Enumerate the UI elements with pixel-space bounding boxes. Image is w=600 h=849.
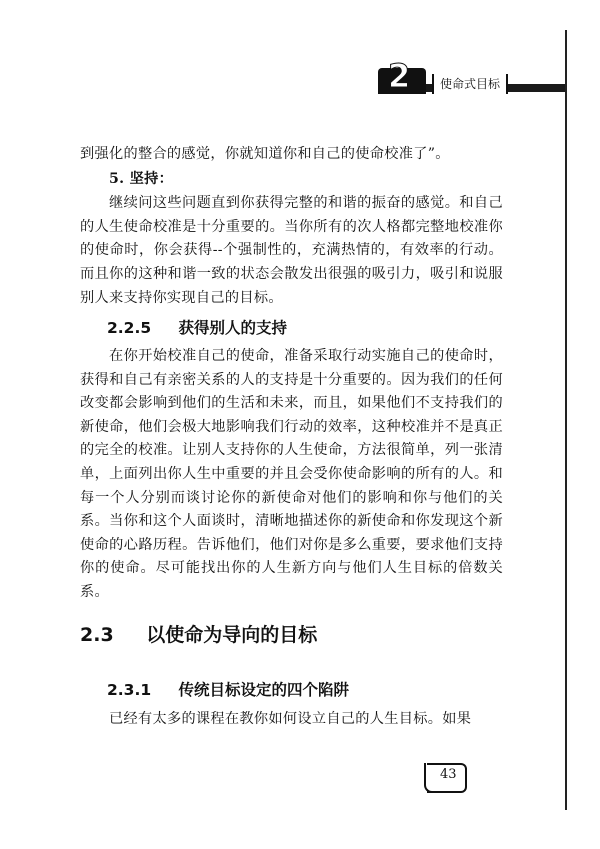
paragraph-persist: 继续问这些问题直到你获得完整的和谐的振奋的感觉。和自己的人生使命校准是十分重要的。当你所有的次人格都完整地校准你的使命时，你会获得--个强制性的，充满热情的，有效率的行动。而且你的这种和谐一致的状态会散发出很强的吸引力，吸引和说服别人来支持你实现自己的目标。 [80,195,503,306]
section-title: 获得别人的支持 [178,319,288,337]
section-heading-2-3 [80,620,317,647]
section-heading-2-2-5 [107,316,287,338]
paragraph-support: 在你开始校准自己的使命，准备采取行动实施自己的使命时，获得和自己有亲密关系的人的支持是十分重要的。因为我们的任何改变都会影响到他们的生活和未来，而且，如果他们不支持我们的新使命，他们会极大地影响我们行动的效率，这种校准并不是真正的完全的校准。让别人支持你的人生使命，方法很简单，列一张清单，上面列出你人生中重要的并且会受你使命影响的所有的人。和每一个人分别而谈讨论你的新使命对他们的影响和你与他们的关系。当你和这个人面谈时，清晰地描述你的新使命和你发现这个新使命的心路历程。告诉他们，他们对你是多么重要，要求他们支持你的使命。尽可能找出你的人生新方向与他们人生目标的倍数关系。 [80,348,503,600]
step-5-label: 5. 坚持： [109,170,174,187]
chapter-number: 2 [388,57,411,95]
section-title: 以使命为导向的目标 [146,624,318,646]
text-block-bottom [80,708,503,732]
section-number: 2.2.5 [107,319,152,337]
section-title: 传统目标设定的四个陷阱 [178,681,350,699]
paragraph-traps: 已经有太多的课程在教你如何设立自己的人生目标。如果 [109,711,472,727]
chapter-title: 使命式目标 [432,74,508,94]
text-block-support [80,345,503,605]
page-edge-rule [565,30,567,810]
section-number: 2.3.1 [107,681,152,699]
page-number: 43 [440,767,457,782]
paragraph-continuation: 到强化的整合的感觉，你就知道你和自己的使命校准了”。 [80,146,450,162]
text-block-top [80,143,503,310]
section-number: 2.3 [80,624,114,646]
section-heading-2-3-1 [107,678,349,700]
